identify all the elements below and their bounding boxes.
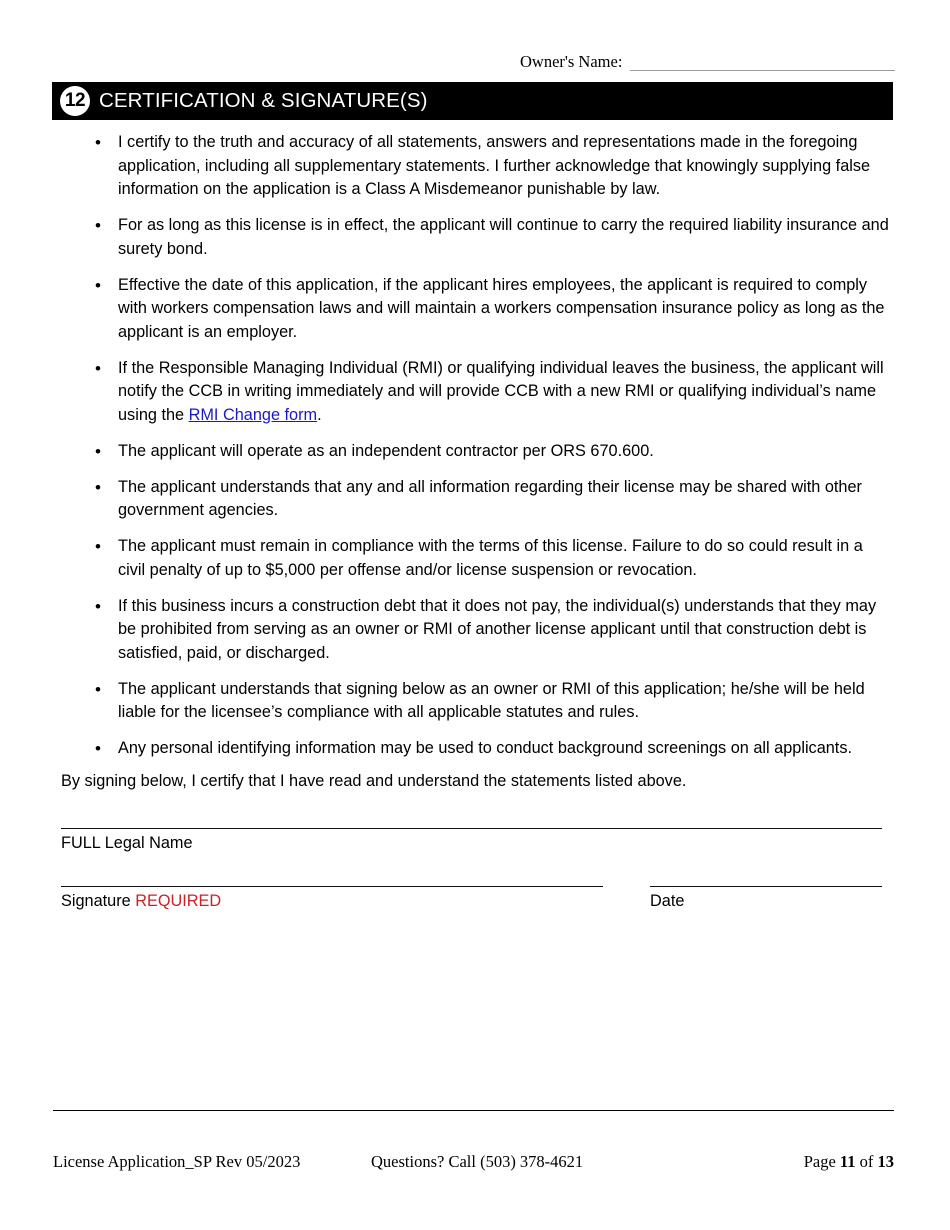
list-item xyxy=(90,440,890,464)
bullet-text: If this business incurs a construction debt that it does not pay, the individual(s) understands that they may be prohibited from serving as an owner or RMI of another license applicant until that construction debt is satisfied, paid, or discharged. xyxy=(118,596,877,662)
signature-label: Signature xyxy=(61,892,131,910)
footer-total-pages: 13 xyxy=(877,1152,894,1171)
footer-contact: Questions? Call (503) 378-4621 xyxy=(371,1152,584,1171)
bullet-text-before-link: If the Responsible Managing Individual (RMI) or qualifying individual leaves the business, the applicant will notify the CCB in writing immediately and will provide CCB with a new RMI or qualifying individual’s name using the xyxy=(118,358,884,424)
footer-document-id: License Application_SP Rev 05/2023 xyxy=(53,1152,301,1171)
footer-page-word: Page xyxy=(803,1152,836,1171)
footer-divider xyxy=(53,1110,894,1111)
list-item xyxy=(90,214,890,261)
signature-required-badge: REQUIRED xyxy=(135,892,222,910)
section-title: CERTIFICATION & SIGNATURE(S) xyxy=(99,89,428,112)
list-item xyxy=(90,274,890,345)
signature-label-group xyxy=(61,890,221,914)
signature-input[interactable] xyxy=(61,886,603,887)
section-header-bar xyxy=(52,82,893,120)
rmi-change-form-link[interactable]: RMI Change form xyxy=(188,405,318,424)
bullet-icon: • xyxy=(95,596,101,616)
bullet-text: The applicant understands that signing below as an owner or RMI of this application; he/she will be held liable for the licensee’s compliance with all applicable statutes and rules. xyxy=(118,679,865,721)
bullet-icon: • xyxy=(95,537,101,556)
bullet-text: I certify to the truth and accuracy of all statements, answers and representations made in the foregoing application, including all supplementary statements. I further acknowledge that knowingly supplying false information on the application is a Class A Misdemeanor punishable by law. xyxy=(118,133,871,198)
bullet-text-rmi xyxy=(118,357,890,428)
date-label: Date xyxy=(650,892,685,910)
list-item xyxy=(90,737,890,761)
owner-name-input[interactable] xyxy=(630,56,895,71)
footer-of-word: of xyxy=(859,1152,874,1171)
list-item xyxy=(90,535,890,582)
owner-name-row xyxy=(520,53,895,71)
certification-bullet-list xyxy=(90,131,890,773)
bullet-icon: • xyxy=(95,477,101,497)
page-footer xyxy=(53,1152,894,1174)
date-input[interactable] xyxy=(650,886,882,887)
bullet-text: The applicant will operate as an independent contractor per ORS 670.600. xyxy=(118,441,654,460)
bullet-icon: • xyxy=(95,216,101,235)
footer-page-number xyxy=(804,1152,894,1172)
section-number-badge: 12 xyxy=(60,86,90,116)
bullet-text: Any personal identifying information may be used to conduct background screenings on all applicants. xyxy=(118,739,852,757)
bullet-text: For as long as this license is in effect, the applicant will continue to carry the required liability insurance and surety bond. xyxy=(118,216,889,258)
list-item xyxy=(90,595,890,666)
bullet-text: Effective the date of this application, if the applicant hires employees, the applicant is required to comply with workers compensation laws and will maintain a workers compensation insurance policy as long as the applicant is an employer. xyxy=(118,275,885,341)
owner-name-label: Owner's Name: xyxy=(520,52,623,71)
list-item xyxy=(90,476,890,523)
bullet-text: The applicant understands that any and all information regarding their license may be shared with other government agencies. xyxy=(118,477,862,519)
bullet-icon: • xyxy=(95,275,101,295)
bullet-text: The applicant must remain in compliance with the terms of this license. Failure to do so could result in a civil penalty of up to $5,000 per offense and/or license suspension or revocation. xyxy=(118,537,863,579)
list-item xyxy=(90,131,890,202)
certify-statement: By signing below, I certify that I have read and understand the statements listed above. xyxy=(61,772,687,790)
list-item xyxy=(90,678,890,725)
bullet-icon: • xyxy=(95,133,101,152)
bullet-text-after-link: . xyxy=(317,405,322,424)
bullet-icon: • xyxy=(95,679,101,699)
full-legal-name-label: FULL Legal Name xyxy=(61,834,193,852)
bullet-icon: • xyxy=(95,358,101,378)
bullet-icon: • xyxy=(95,441,101,461)
list-item-rmi xyxy=(90,357,890,428)
bullet-icon: • xyxy=(95,739,101,758)
full-legal-name-input[interactable] xyxy=(61,828,882,829)
footer-current-page: 11 xyxy=(839,1152,856,1171)
